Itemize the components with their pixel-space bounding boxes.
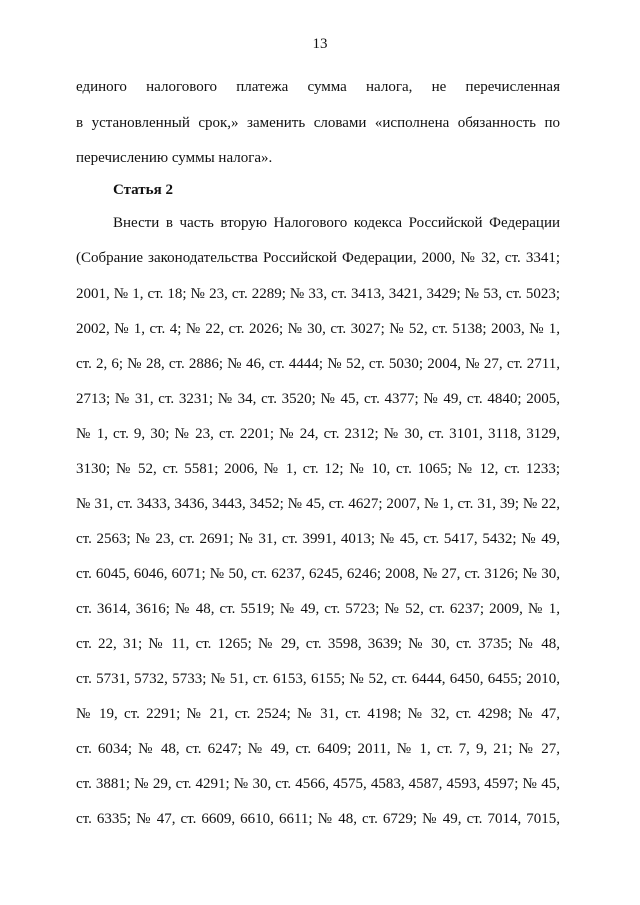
paragraph-line: ст. 6045, 6046, 6071; № 50, ст. 6237, 6245, 6246; 2008, № 27, ст. 3126; № 30, [76,566,560,582]
paragraph-line: 3130; № 52, ст. 5581; 2006, № 1, ст. 12; № 10, ст. 1065; № 12, ст. 1233; [76,461,560,477]
page-number: 13 [312,36,328,52]
paragraph-line: ст. 5731, 5732, 5733; № 51, ст. 6153, 6155; № 52, ст. 6444, 6450, 6455; 2010, [76,671,560,687]
paragraph-line: ст. 6034; № 48, ст. 6247; № 49, ст. 6409; 2011, № 1, ст. 7, 9, 21; № 27, [76,741,560,757]
paragraph-line: 2002, № 1, ст. 4; № 22, ст. 2026; № 30, ст. 3027; № 52, ст. 5138; 2003, № 1, [76,321,560,337]
paragraph-line: № 19, ст. 2291; № 21, ст. 2524; № 31, ст. 4198; № 32, ст. 4298; № 47, [76,706,560,722]
article-heading: Статья 2 [113,182,173,198]
paragraph-line: единого налогового платежа сумма налога, не перечисленная [76,79,560,95]
paragraph-line: Внести в часть вторую Налогового кодекса Российской Федерации [113,215,560,231]
paragraph-line: перечислению суммы налога». [76,150,273,166]
paragraph-line: ст. 6335; № 47, ст. 6609, 6610, 6611; № 48, ст. 6729; № 49, ст. 7014, 7015, [76,811,560,827]
paragraph-line: ст. 3614, 3616; № 48, ст. 5519; № 49, ст. 5723; № 52, ст. 6237; 2009, № 1, [76,601,560,617]
paragraph-line: в установленный срок,» заменить словами «исполнена обязанность по [76,115,560,131]
paragraph-line: ст. 22, 31; № 11, ст. 1265; № 29, ст. 3598, 3639; № 30, ст. 3735; № 48, [76,636,560,652]
paragraph-line: 2713; № 31, ст. 3231; № 34, ст. 3520; № 45, ст. 4377; № 49, ст. 4840; 2005, [76,391,560,407]
paragraph-line: № 1, ст. 9, 30; № 23, ст. 2201; № 24, ст. 2312; № 30, ст. 3101, 3118, 3129, [76,426,560,442]
paragraph-line: ст. 2, 6; № 28, ст. 2886; № 46, ст. 4444; № 52, ст. 5030; 2004, № 27, ст. 2711, [76,356,560,372]
paragraph-line: 2001, № 1, ст. 18; № 23, ст. 2289; № 33, ст. 3413, 3421, 3429; № 53, ст. 5023; [76,286,560,302]
paragraph-line: (Собрание законодательства Российской Федерации, 2000, № 32, ст. 3341; [76,250,560,266]
paragraph-line: ст. 2563; № 23, ст. 2691; № 31, ст. 3991, 4013; № 45, ст. 5417, 5432; № 49, [76,531,560,547]
paragraph-line: ст. 3881; № 29, ст. 4291; № 30, ст. 4566, 4575, 4583, 4587, 4593, 4597; № 45, [76,776,560,792]
paragraph-line: № 31, ст. 3433, 3436, 3443, 3452; № 45, ст. 4627; 2007, № 1, ст. 31, 39; № 22, [76,496,560,512]
